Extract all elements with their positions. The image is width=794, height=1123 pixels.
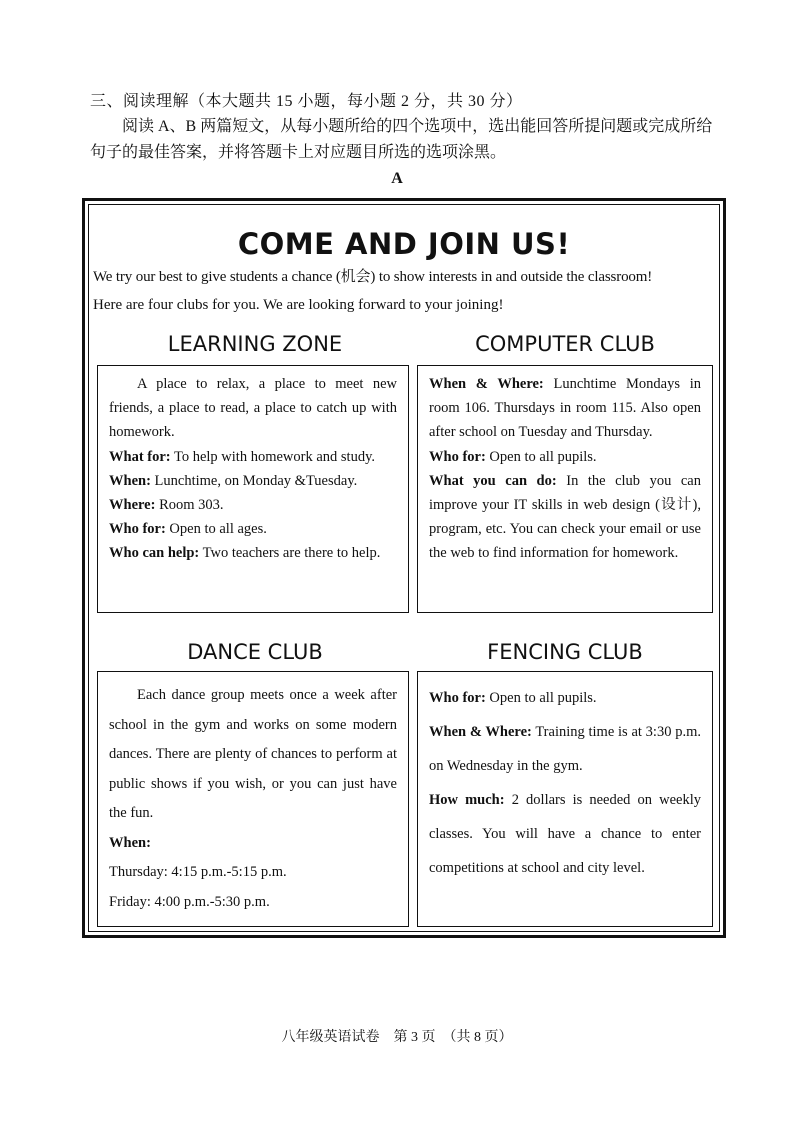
- who-for-label: Who for:: [109, 521, 166, 538]
- section-title: 三、阅读理解（本大题共 15 小题，每小题 2 分，共 30 分）: [90, 93, 523, 110]
- computer-club-title: COMPUTER CLUB: [475, 332, 655, 356]
- computer-club-what-do: [429, 469, 701, 566]
- learning-zone-title: LEARNING ZONE: [167, 332, 343, 356]
- dance-club-description: Each dance group meets once a week after school in the gym and works on some modern dances. There are plenty of chances to perform at public shows if you wish, or you can just have the fun.: [109, 687, 397, 821]
- what-do-label: What you can do:: [429, 472, 557, 489]
- learning-zone-who-for: [109, 517, 397, 541]
- dance-club-when-label: When:: [109, 834, 151, 851]
- where-label: Where:: [109, 497, 156, 514]
- when-where-value: Training time is at 3:30 p.m. on Wednesday in the gym.: [429, 724, 701, 774]
- learning-zone-description: A place to relax, a place to meet new friends, a place to read, a place to catch up with homework.: [109, 376, 397, 441]
- when-where-label: When & Where:: [429, 376, 544, 392]
- fencing-club-how-much: [429, 783, 701, 885]
- learning-zone-box: [97, 365, 409, 613]
- dance-club-thursday: Thursday: 4:15 p.m.-5:15 p.m.: [109, 864, 287, 880]
- ad-headline: COME AND JOIN US!: [237, 227, 571, 261]
- advertisement-frame: [82, 198, 726, 938]
- fencing-club-who-for: [429, 681, 701, 715]
- who-help-label: Who can help:: [109, 545, 200, 562]
- computer-club-who-for: [429, 445, 701, 469]
- how-much-label: How much:: [429, 792, 505, 808]
- when-value: Lunchtime, on Monday &Tuesday.: [154, 472, 358, 489]
- ad-intro-line-2: Here are four clubs for you. We are looking forward to your joining!: [93, 297, 504, 313]
- advertisement-inner-frame: [88, 204, 720, 932]
- how-much-value: 2 dollars is needed on weekly classes. You will have a chance to enter competitions at school and city level.: [429, 792, 701, 876]
- who-for-value: Open to all pupils.: [489, 448, 597, 465]
- what-for-value: To help with homework and study.: [174, 448, 376, 465]
- learning-zone-when: [109, 469, 397, 493]
- ad-intro: [93, 263, 717, 319]
- fencing-club-box: [417, 671, 713, 927]
- computer-club-box: [417, 365, 713, 613]
- learning-zone-where: [109, 493, 397, 517]
- reading-instructions: 阅读 A、B 两篇短文，从每小题所给的四个选项中，选出能回答所提问题或完成所给句子的最佳答案，并将答题卡上对应题目所选的选项涂黑。: [90, 118, 713, 161]
- fencing-club-title: FENCING CLUB: [487, 640, 643, 664]
- ad-intro-line-1: We try our best to give students a chance (机会) to show interests in and outside the classroom!: [93, 269, 653, 285]
- fencing-club-when-where: [429, 715, 701, 783]
- dance-club-friday: Friday: 4:00 p.m.-5:30 p.m.: [109, 893, 270, 910]
- passage-label: A: [391, 170, 403, 187]
- when-where-value: Lunchtime Mondays in room 106. Thursdays in room 115. Also open after school on Tuesday and Thursday.: [429, 376, 701, 441]
- who-for-value: Open to all pupils.: [489, 690, 597, 706]
- what-do-value: In the club you can improve your IT skills in web design (设计), program, etc. You can check your email or use the web to find information for homework.: [429, 472, 701, 562]
- learning-zone-what-for: [109, 445, 397, 469]
- computer-club-when-where: [429, 372, 701, 445]
- page-footer: 八年级英语试卷 第 3 页 （共 8 页）: [281, 1030, 513, 1045]
- who-for-label: Who for:: [429, 448, 486, 465]
- who-help-value: Two teachers are there to help.: [202, 545, 381, 562]
- dance-club-title: DANCE CLUB: [187, 640, 323, 664]
- who-for-value: Open to all ages.: [169, 521, 267, 538]
- when-where-label: When & Where:: [429, 724, 532, 740]
- where-value: Room 303.: [159, 497, 224, 514]
- learning-zone-who-help: [109, 541, 397, 565]
- dance-club-box: [97, 671, 409, 927]
- what-for-label: What for:: [109, 448, 171, 465]
- who-for-label: Who for:: [429, 690, 486, 706]
- when-label: When:: [109, 472, 151, 489]
